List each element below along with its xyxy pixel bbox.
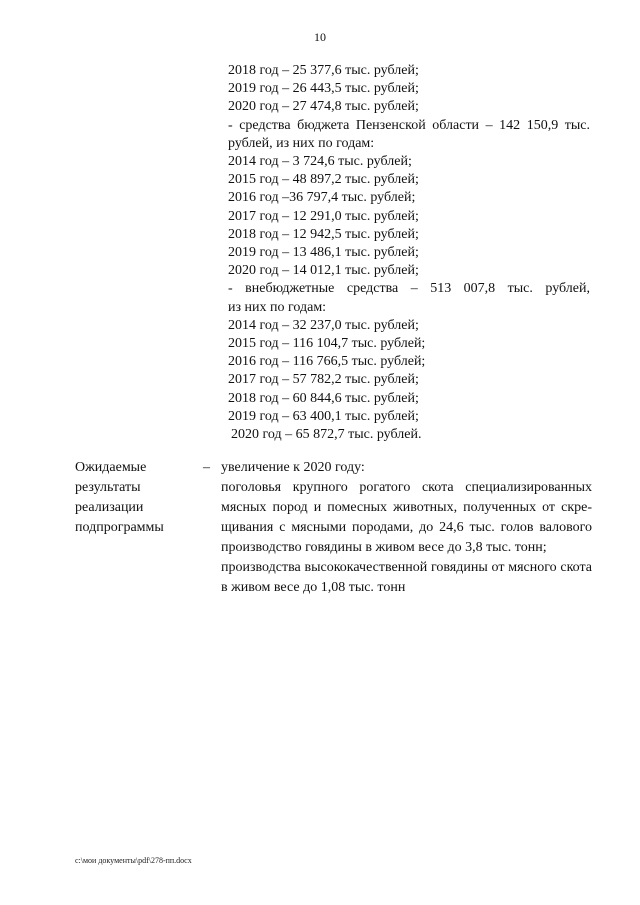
funding-line: 2016 год –36 797,4 тыс. рублей; — [228, 190, 416, 206]
funding-line: 2020 год – 65 872,7 тыс. рублей. — [231, 427, 422, 443]
funding-line: 2014 год – 32 237,0 тыс. рублей; — [228, 317, 419, 333]
expected-results-label — [75, 458, 195, 538]
funding-line: из них по годам: — [228, 299, 327, 315]
funding-line: 2020 год – 27 474,8 тыс. рублей; — [228, 99, 419, 115]
label-line: Ожидаемые — [75, 460, 147, 475]
results-paragraph-livestock: поголовья крупного рогатого скота специализированных мясных пород и помесных животных, полученных от скре-щивания с мясными породами, до 24,6 тыс. голов валового производство говядины в живом весе до 3,8 тыс. тонн; — [221, 480, 592, 555]
funding-line: 2018 год – 60 844,6 тыс. рублей; — [228, 390, 419, 406]
label-line: реализации — [75, 500, 144, 515]
funding-line: 2019 год – 63 400,1 тыс. рублей; — [228, 408, 419, 424]
extrabudgetary-heading: - внебюджетные средства – 513 007,8 тыс. рублей, — [228, 281, 590, 297]
funding-line: 2020 год – 14 012,1 тыс. рублей; — [228, 263, 419, 279]
label-dash: – — [203, 460, 210, 475]
funding-line: 2019 год – 13 486,1 тыс. рублей; — [228, 245, 419, 261]
file-path-footer: c:\мои документы\pdf\278-пп.docx — [75, 856, 192, 865]
funding-line: 2018 год – 25 377,6 тыс. рублей; — [228, 63, 419, 78]
funding-line: 2019 год – 26 443,5 тыс. рублей; — [228, 81, 419, 97]
funding-line: 2016 год – 116 766,5 тыс. рублей; — [228, 354, 426, 370]
funding-line: 2017 год – 57 782,2 тыс. рублей; — [228, 372, 419, 388]
funding-line: 2015 год – 48 897,2 тыс. рублей; — [228, 172, 419, 188]
funding-line: рублей, из них по годам: — [228, 135, 375, 151]
label-line: подпрограммы — [75, 520, 164, 535]
funding-breakdown — [228, 62, 590, 444]
page-number: 10 — [314, 30, 326, 44]
funding-line: 2018 год – 12 942,5 тыс. рублей; — [228, 226, 419, 242]
results-paragraph-beef: производства высококачественной говядины от мясного скота в живом весе до 1,08 тыс. тонн — [221, 560, 592, 595]
funding-line: 2015 год – 116 104,7 тыс. рублей; — [228, 336, 426, 352]
funding-line: 2014 год – 3 724,6 тыс. рублей; — [228, 154, 412, 170]
funding-line: 2017 год – 12 291,0 тыс. рублей; — [228, 208, 419, 224]
regional-budget-heading: - средства бюджета Пензенской области – 142 150,9 тыс. — [228, 117, 590, 133]
label-line: результаты — [75, 480, 141, 495]
expected-results-text — [221, 458, 592, 598]
results-intro: увеличение к 2020 году: — [221, 460, 365, 475]
